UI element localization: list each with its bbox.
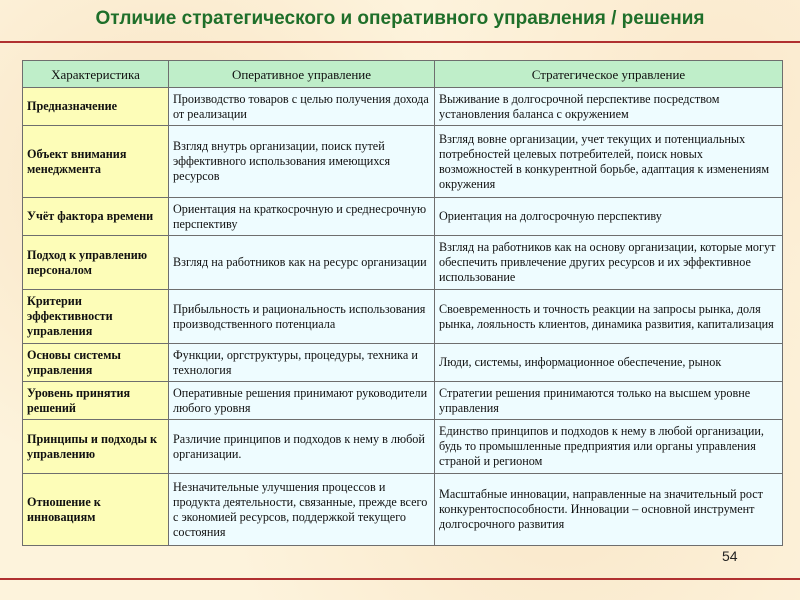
row-strategic: Масштабные инновации, направленные на значительный рост конкурентоспособности. Инновации – основной инструмент долгосрочного развития — [435, 474, 783, 546]
table-row — [23, 198, 783, 236]
header-operational: Оперативное управление — [169, 61, 435, 88]
row-operational: Функции, оргструктуры, процедуры, техника и технология — [169, 344, 435, 382]
page-number: 54 — [722, 548, 738, 564]
row-feature: Уровень принятия решений — [23, 382, 169, 420]
table-row — [23, 382, 783, 420]
row-strategic: Люди, системы, информационное обеспечение, рынок — [435, 344, 783, 382]
table-row — [23, 290, 783, 344]
row-strategic: Ориентация на долгосрочную перспективу — [435, 198, 783, 236]
row-operational: Незначительные улучшения процессов и продукта деятельности, связанные, прежде всего с экономией ресурсов, поддержкой текущего состояния — [169, 474, 435, 546]
row-feature: Отношение к инновациям — [23, 474, 169, 546]
table-row — [23, 126, 783, 198]
table-row — [23, 420, 783, 474]
table-row — [23, 474, 783, 546]
row-operational: Прибыльность и рациональность использования производственного потенциала — [169, 290, 435, 344]
row-operational: Оперативные решения принимают руководители любого уровня — [169, 382, 435, 420]
row-operational: Различие принципов и подходов к нему в любой организации. — [169, 420, 435, 474]
row-feature: Подход к управлению персоналом — [23, 236, 169, 290]
table-header-row — [23, 61, 783, 88]
comparison-table — [22, 60, 783, 546]
table-row — [23, 88, 783, 126]
table-row — [23, 236, 783, 290]
footer-divider — [0, 578, 800, 580]
row-operational: Производство товаров с целью получения дохода от реализации — [169, 88, 435, 126]
page-title: Отличие стратегического и оперативного управления / решения — [95, 8, 705, 29]
row-strategic: Стратегии решения принимаются только на высшем уровне управления — [435, 382, 783, 420]
table-row — [23, 344, 783, 382]
row-feature: Объект внимания менеджмента — [23, 126, 169, 198]
row-operational: Ориентация на краткосрочную и среднесрочную перспективу — [169, 198, 435, 236]
row-strategic: Единство принципов и подходов к нему в любой организации, будь то промышленные предприятия или органы управления страной и регионом — [435, 420, 783, 474]
row-strategic: Выживание в долгосрочной перспективе посредством установления баланса с окружением — [435, 88, 783, 126]
header-strategic: Стратегическое управление — [435, 61, 783, 88]
header-feature: Характеристика — [23, 61, 169, 88]
row-operational: Взгляд внутрь организации, поиск путей эффективного использования имеющихся ресурсов — [169, 126, 435, 198]
row-strategic: Своевременность и точность реакции на запросы рынка, доля рынка, лояльность клиентов, динамика развития, капитализация — [435, 290, 783, 344]
title-divider — [0, 41, 800, 43]
row-strategic: Взгляд на работников как на основу организации, которые могут обеспечить привлечение других ресурсов и их эффективное использование — [435, 236, 783, 290]
row-feature: Критерии эффективности управления — [23, 290, 169, 344]
row-feature: Основы системы управления — [23, 344, 169, 382]
row-feature: Принципы и подходы к управлению — [23, 420, 169, 474]
row-feature: Предназначение — [23, 88, 169, 126]
row-operational: Взгляд на работников как на ресурс организации — [169, 236, 435, 290]
row-strategic: Взгляд вовне организации, учет текущих и потенциальных потребностей целевых потребителей, поиск новых возможностей в конкурентной борьбе, адаптация к изменениям окружения — [435, 126, 783, 198]
row-feature: Учёт фактора времени — [23, 198, 169, 236]
